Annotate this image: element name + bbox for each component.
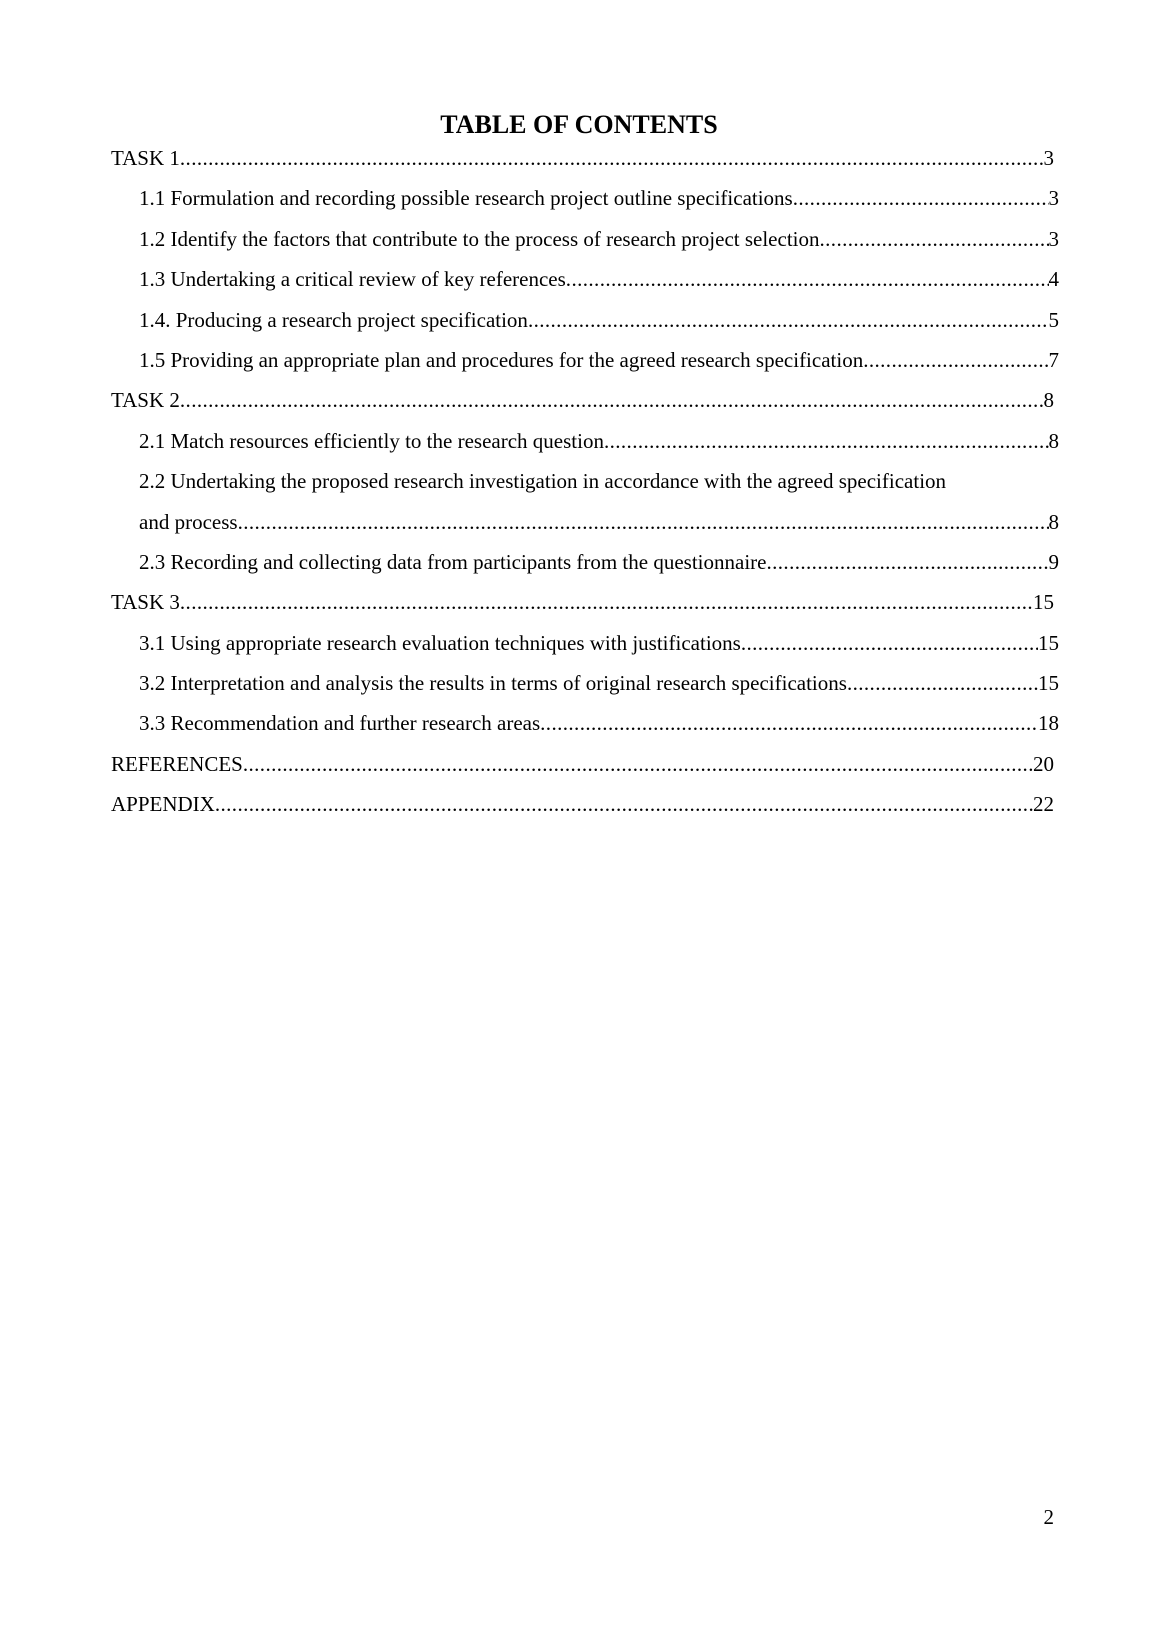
toc-entry-label: 2.3 Recording and collecting data from participants from the questionnaire [139, 549, 767, 574]
toc-entry-1-1[interactable] [0, 178, 1158, 218]
dot-leader [793, 178, 1049, 218]
toc-entry-label: 1.5 Providing an appropriate plan and procedures for the agreed research specification [139, 347, 864, 372]
dot-leader [215, 784, 1033, 824]
toc-entry-references[interactable] [0, 744, 1158, 784]
toc-entry-page: 3 [1048, 226, 1059, 251]
toc-entry-page: 15 [1038, 671, 1059, 696]
toc-entry-page: 8 [1048, 509, 1059, 534]
dot-leader [180, 380, 1044, 420]
toc-entry-page: 3 [1043, 146, 1054, 170]
dot-leader [741, 623, 1038, 663]
dot-leader [243, 744, 1033, 784]
toc-entry-task-3[interactable] [0, 582, 1158, 622]
dot-leader [238, 502, 1049, 542]
toc-entry-page: 8 [1043, 388, 1054, 413]
toc-entry-label: APPENDIX [111, 792, 215, 817]
dot-leader [820, 219, 1049, 259]
toc-entry-page: 9 [1048, 549, 1059, 574]
toc-entry-3-1[interactable] [0, 623, 1158, 663]
dot-leader [847, 663, 1038, 703]
dot-leader [604, 421, 1049, 461]
toc-entry-page: 8 [1048, 428, 1059, 453]
dot-leader [566, 259, 1049, 299]
toc-entry-task-1[interactable] [0, 138, 1158, 178]
toc-entry-page: 15 [1038, 630, 1059, 655]
toc-entry-label: and process [139, 509, 238, 534]
dot-leader [180, 582, 1033, 622]
dot-leader [540, 703, 1038, 743]
toc-entry-page: 5 [1048, 307, 1059, 332]
toc-entry-1-5[interactable] [0, 340, 1158, 380]
dot-leader [180, 138, 1044, 178]
toc-entry-label: 1.4. Producing a research project specification [139, 307, 528, 332]
toc-entry-page: 20 [1033, 751, 1054, 776]
toc-entry-page: 15 [1033, 590, 1054, 615]
toc-entry-page: 3 [1048, 186, 1059, 211]
toc-entry-page: 18 [1038, 711, 1059, 736]
toc-entry-1-3[interactable] [0, 259, 1158, 299]
toc-entry-label: 1.1 Formulation and recording possible research project outline specifications [139, 186, 793, 211]
toc-entry-2-2[interactable] [0, 461, 1158, 542]
toc-entry-task-2[interactable] [0, 380, 1158, 420]
toc-entry-label: TASK 2 [111, 388, 180, 413]
toc-entry-label: TASK 3 [111, 590, 180, 615]
toc-entry-page: 22 [1033, 792, 1054, 817]
toc-entry-label: REFERENCES [111, 751, 243, 776]
toc-entry-label: 3.3 Recommendation and further research areas [139, 711, 541, 736]
toc-entry-2-1[interactable] [0, 421, 1158, 461]
toc-entry-1-2[interactable] [0, 219, 1158, 259]
toc-entry-appendix[interactable] [0, 784, 1158, 824]
toc-entry-3-3[interactable] [0, 703, 1158, 743]
dot-leader [863, 340, 1048, 380]
toc-entry-label: 2.1 Match resources efficiently to the research question [139, 428, 604, 453]
toc-entry-label: 1.3 Undertaking a critical review of key references [139, 267, 566, 292]
table-of-contents [0, 138, 1158, 825]
toc-entry-label: 1.2 Identify the factors that contribute to the process of research project selection [139, 226, 820, 251]
toc-entry-2-3[interactable] [0, 542, 1158, 582]
toc-entry-label-line-1: 2.2 Undertaking the proposed research investigation in accordance with the agreed specification [139, 469, 947, 494]
dot-leader [528, 300, 1049, 340]
toc-title: TABLE OF CONTENTS [440, 110, 718, 139]
toc-entry-3-2[interactable] [0, 663, 1158, 703]
toc-entry-page: 4 [1048, 267, 1059, 292]
toc-entry-label: TASK 1 [111, 146, 180, 170]
toc-entry-label: 3.2 Interpretation and analysis the results in terms of original research specifications [139, 671, 847, 696]
dot-leader [766, 542, 1048, 582]
toc-entry-label: 3.1 Using appropriate research evaluation techniques with justifications [139, 630, 741, 655]
toc-entry-1-4[interactable] [0, 300, 1158, 340]
toc-entry-page: 7 [1048, 347, 1059, 372]
page-number: 2 [1043, 1505, 1054, 1529]
